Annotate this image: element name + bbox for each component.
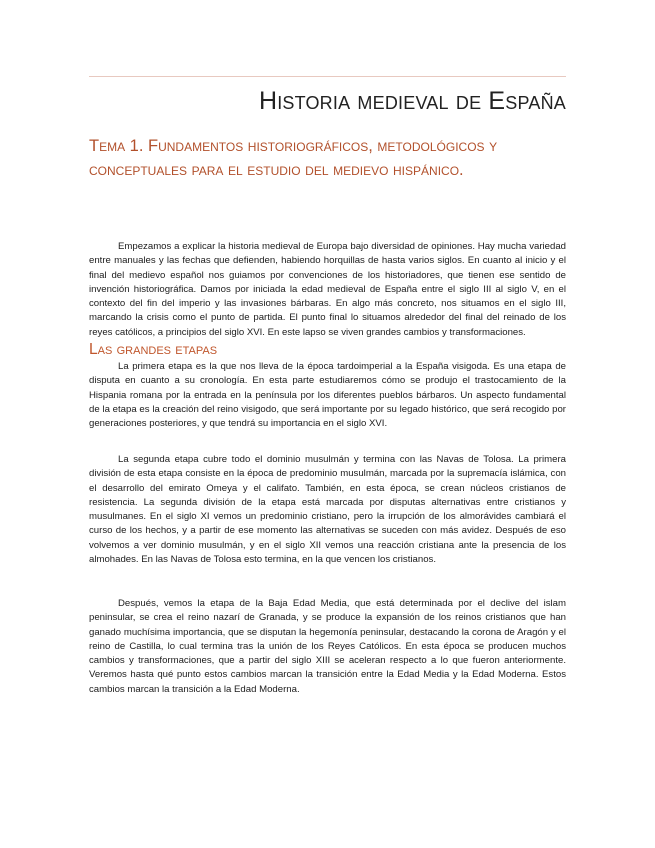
section-paragraph-block-3 <box>89 597 566 697</box>
header-rule <box>89 76 566 77</box>
section-paragraph: Después, vemos la etapa de la Baja Edad Media, que está determinada por el declive del islam peninsular, se crea el reino nazarí de Granada, y se produce la expansión de los reinos cristianos que han ganado muchísima importancia, que se disputan la hegemonía peninsular, destacando la corona de Aragón y el reino de Castilla, lo cual termina tras la unión de los Reyes Católicos. En esta época se producen muchos cambios y transformaciones, que a partir del siglo XIII se aceleran respecto a lo que fueron anteriormente. Veremos hasta qué punto estos cambios marcan la transición entre la Edad Media y la Edad Moderna. Estos cambios marcan la transición a la Edad Moderna. <box>89 598 566 695</box>
intro-paragraph: Empezamos a explicar la historia medieval de Europa bajo diversidad de opiniones. Hay mucha variedad entre manuales y las fechas que defienden, habiendo horquillas de hasta varios siglos. En cuanto al inicio y el final del medievo español nos guiamos por convenciones de los historiadores, que tienen ese sentido de invención historiográfica. Damos por iniciada la edad medieval de España entre el siglo III al siglo V, en el contexto del fin del imperio y las invasiones bárbaras. En algo más concreto, nos situamos en el siglo III, marcando la crisis como el punto de partida. El punto final lo situamos alrededor del final del reinado de los reyes católicos, a principios del siglo XVI. En este lapso se viven grandes cambios y transformaciones. <box>89 241 566 338</box>
document-title: Historia medieval de España <box>258 87 566 115</box>
section-paragraph: La primera etapa es la que nos lleva de la época tardoimperial a la España visigoda. Es una etapa de disputa en cuanto a su cronología. En esta parte estudiaremos cómo se produjo el trastocamiento de la Hispania romana por la entrada en la península por los diferentes pueblos bárbaros. Un aspecto fundamental de la etapa es la creación del reino visigodo, que será importante por su legado histórico, que será recogido por generaciones posteriores, y que tendrá su importancia en el siglo XVI. <box>89 361 566 430</box>
section-paragraph-block-2 <box>89 453 566 567</box>
chapter-title: Tema 1. Fundamentos historiográficos, metodológicos y conceptuales para el estudio del medievo hispánico. <box>89 137 498 179</box>
intro-section <box>89 240 566 340</box>
section-title: Las grandes etapas <box>89 341 218 358</box>
section-paragraph: La segunda etapa cubre todo el dominio musulmán y termina con las Navas de Tolosa. La primera división de esta etapa consiste en la época de predominio musulmán, marcada por la supremacía islámica, con el desarrollo del emirato Omeya y el califato. También, en esta época, se crean núcleos cristianos de resistencia. La segunda división de la etapa está marcada por disputas alternativas entre cristianos y musulmanes. En el siglo XI vemos un predominio cristiano, pero la irrupción de los almorávides cambiará el curso de los hechos, y a partir de ese momento las alternativas se suceden con más avidez. Después de eso volvemos a ver dominio musulmán, y en el siglo XII vemos una reacción cristiana ante la presencia de los almohades. En las Navas de Tolosa esto termina, en la que vencen los cristianos. <box>89 454 566 566</box>
section-paragraph-block-1 <box>89 360 566 431</box>
